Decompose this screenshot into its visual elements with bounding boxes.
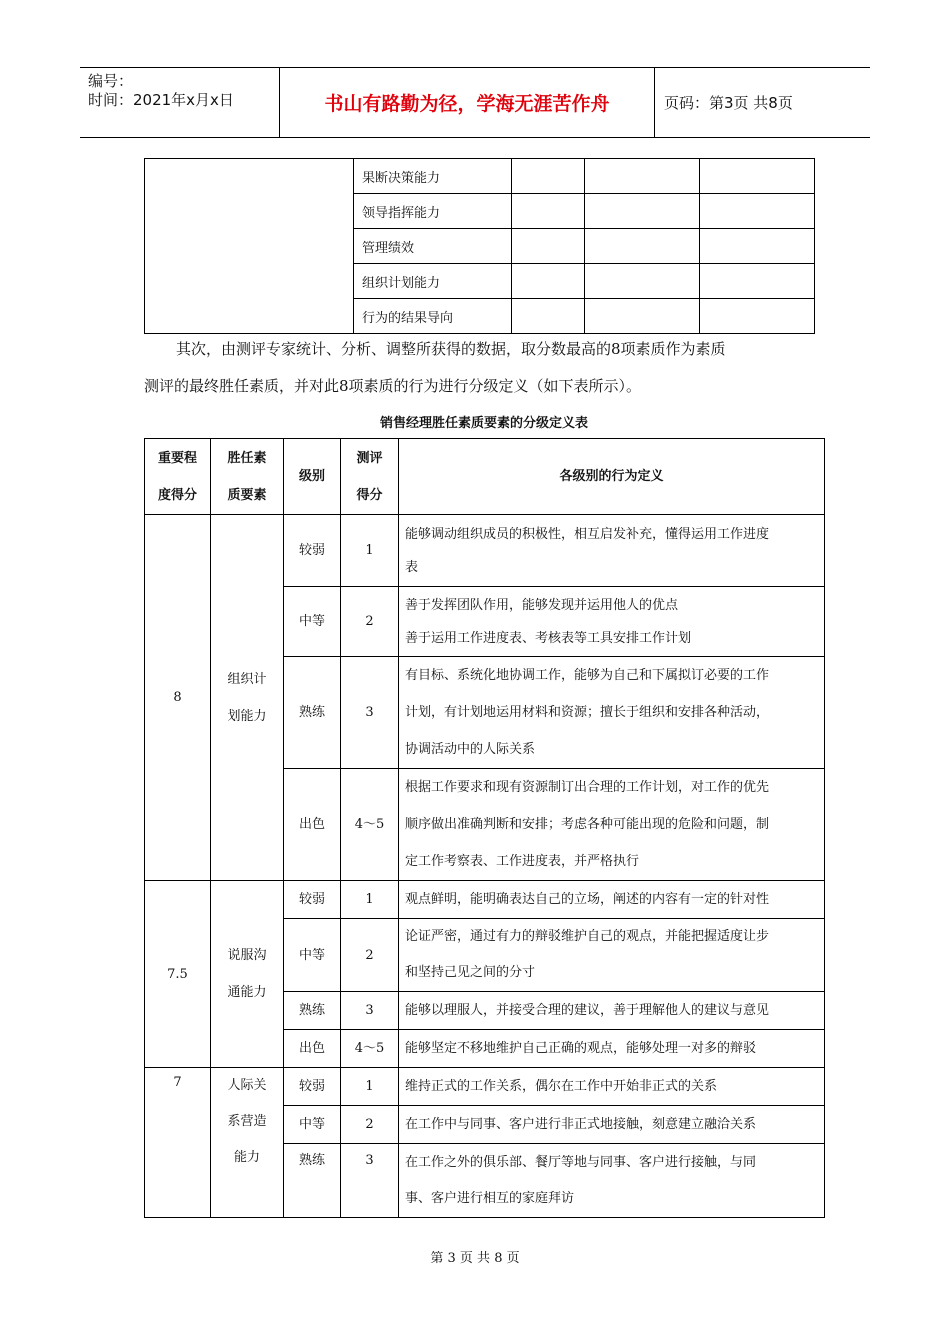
continuation-table — [144, 158, 815, 334]
definition: 能够坚定不移地维护自己正确的观点，能够处理一对多的辩驳 — [399, 1030, 825, 1068]
level: 中等 — [284, 587, 341, 657]
table-row-label: 行为的结果导向 — [354, 299, 512, 334]
level: 中等 — [284, 919, 341, 992]
score: 1 — [341, 881, 399, 919]
score: 2 — [341, 587, 399, 657]
competency-name: 说服沟 通能力 — [211, 881, 284, 1068]
definition: 善于发挥团队作用，能够发现并运用他人的优点 善于运用工作进度表、考核表等工具安排工作计划 — [399, 587, 825, 657]
score: 3 — [341, 992, 399, 1030]
definition: 有目标、系统化地协调工作，能够为自己和下属拟订必要的工作 计划，有计划地运用材料和资源；擅长于组织和安排各种活动， 协调活动中的人际关系 — [399, 657, 825, 769]
definition: 在工作中与同事、客户进行非正式地接触，刻意建立融洽关系 — [399, 1106, 825, 1144]
score: 2 — [341, 919, 399, 992]
importance-score: 8 — [145, 515, 211, 881]
definition: 能够调动组织成员的积极性，相互启发补充，懂得运用工作进度 表 — [399, 515, 825, 587]
score: 3 — [341, 1144, 399, 1218]
body-paragraph-line1: 其次，由测评专家统计、分析、调整所获得的数据，取分数最高的8项素质作为素质 — [176, 340, 726, 358]
level: 较弱 — [284, 881, 341, 919]
score: 4～5 — [341, 1030, 399, 1068]
level: 熟练 — [284, 992, 341, 1030]
table-title: 销售经理胜任素质要素的分级定义表 — [379, 416, 588, 431]
table-row-label: 组织计划能力 — [354, 264, 512, 299]
body-paragraph-line2: 测评的最终胜任素质，并对此8项素质的行为进行分级定义（如下表所示）。 — [144, 377, 642, 395]
importance-score: 7 — [145, 1068, 211, 1218]
competency-name: 人际关 系营造 能力 — [211, 1068, 284, 1218]
header-motto: 书山有路勤为径，学海无涯苦作舟 — [280, 68, 655, 137]
level: 较弱 — [284, 515, 341, 587]
definition: 论证严密，通过有力的辩驳维护自己的观点，并能把握适度让步 和坚持己见之间的分寸 — [399, 919, 825, 992]
table-row-label: 领导指挥能力 — [354, 194, 512, 229]
header-importance: 重要程 度得分 — [145, 439, 211, 515]
empty-merged-cell — [145, 159, 354, 334]
page-header — [80, 67, 870, 138]
header-competency: 胜任素 质要素 — [211, 439, 284, 515]
definition: 维持正式的工作关系，偶尔在工作中开始非正式的关系 — [399, 1068, 825, 1106]
level: 出色 — [284, 769, 341, 881]
score: 3 — [341, 657, 399, 769]
table-row-label: 果断决策能力 — [354, 159, 512, 194]
header-score: 测评 得分 — [341, 439, 399, 515]
level: 中等 — [284, 1106, 341, 1144]
level: 熟练 — [284, 1144, 341, 1218]
level: 出色 — [284, 1030, 341, 1068]
definition: 在工作之外的俱乐部、餐厅等地与同事、客户进行接触，与同 事、客户进行相互的家庭拜访 — [399, 1144, 825, 1218]
importance-score: 7.5 — [145, 881, 211, 1068]
competency-name: 组织计 划能力 — [211, 515, 284, 881]
score: 1 — [341, 1068, 399, 1106]
table-row — [145, 881, 825, 919]
header-meta — [80, 68, 280, 137]
table-row-label: 管理绩效 — [354, 229, 512, 264]
score: 4～5 — [341, 769, 399, 881]
header-definition: 各级别的行为定义 — [399, 439, 825, 515]
score: 1 — [341, 515, 399, 587]
code-label: 编号： — [88, 72, 134, 90]
level: 熟练 — [284, 657, 341, 769]
definition: 观点鲜明，能明确表达自己的立场，阐述的内容有一定的针对性 — [399, 881, 825, 919]
definition: 根据工作要求和现有资源制订出合理的工作计划，对工作的优先 顺序做出准确判断和安排；考虑各种可能出现的危险和问题，制 定工作考察表、工作进度表，并严格执行 — [399, 769, 825, 881]
header-page-label: 页码：第3页 共8页 — [664, 94, 793, 112]
time-label: 时间：2021年x月x日 — [88, 91, 234, 109]
page-footer: 第 3 页 共 8 页 — [430, 1251, 520, 1266]
score: 2 — [341, 1106, 399, 1144]
competency-definition-table — [144, 438, 825, 1218]
level: 较弱 — [284, 1068, 341, 1106]
definition: 能够以理服人，并接受合理的建议，善于理解他人的建议与意见 — [399, 992, 825, 1030]
table-row — [145, 1068, 825, 1106]
table-row — [145, 515, 825, 587]
header-level: 级别 — [284, 439, 341, 515]
